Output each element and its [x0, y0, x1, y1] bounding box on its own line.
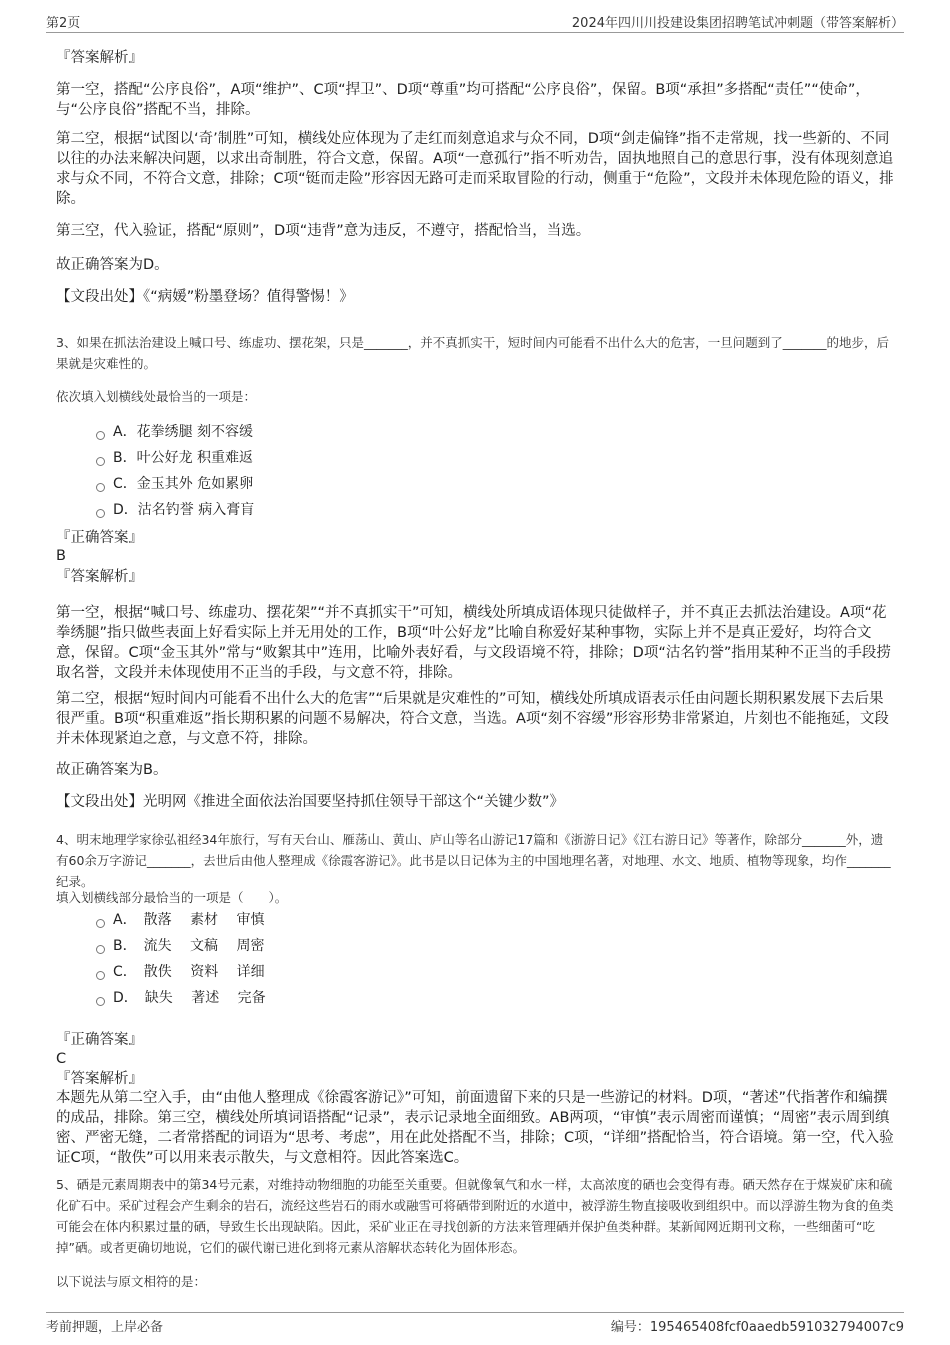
q4-option-c[interactable]: C． 散佚 资料 详细: [96, 959, 266, 985]
q3-source: 【文段出处】光明网《推进全面依法治国要坚持抓住领导干部这个“关键少数”》: [56, 794, 565, 810]
q4-options: [96, 907, 266, 1011]
q4-analysis-p1: 本题先从第二空入手，由“由他人整理成《徐霞客游记》”可知，前面遗留下来的只是一些游记的材料。D项，“著述”代指著作和编撰的成品，排除。第三空，横线处所填词语搭配“记录”，表示记录地全面细致。AB两项，“审慎”表示周密而谨慎；“周密”表示周到缜密、严密无缝，二者常搭配的词语为“思考、考虑”，用在此处搭配不当，排除；C项，“详细”搭配恰当，符合语境。第一空，代入验证C项，“散佚”可以用来表示散失，与文意相符。因此答案选C。: [56, 1090, 894, 1166]
q3-analysis-p2: 第二空，根据“短时间内可能看不出什么大的危害”“后果就是灾难性的”可知，横线处所填成语表示任由问题长期积累发展下去后果很严重。B项“积重难返”指长期积累的问题不易解决，符合文意，当选。A项“刻不容缓”形容形势非常紧迫，片刻也不能拖延，文段并未体现紧迫之意，与文意不符，排除。: [56, 691, 889, 747]
q3-answer-label: 『正确答案』: [56, 530, 143, 546]
q3-analysis-p1: 第一空，根据“喊口号、练虚功、摆花架”“并不真抓实干”可知，横线处所填成语体现只徒做样子，并不真正去抓法治建设。A项“花拳绣腿”指只做些表面上好看实际上并无用处的工作，B项“叶公好龙”比喻自称爱好某种事物，实际上并不是真正爱好，均符合文意，保留。C项“金玉其外”常与“败絮其中”连用，比喻外表好看，与文段语境不符，排除；D项“沽名钓誉”指用某种不正当的手段捞取名誉，文段并未体现使用不正当的手段，与文意不符，排除。: [56, 605, 891, 681]
q3-answer: B: [56, 548, 66, 564]
radio-icon[interactable]: [96, 509, 105, 518]
q5-prompt: 以下说法与原文相符的是：: [56, 1274, 207, 1289]
q4-prompt: 填入划横线部分最恰当的一项是（ ）。: [56, 890, 288, 905]
page-header: [46, 12, 904, 33]
document-title: 2024年四川川投建设集团招聘笔试冲刺题（带答案解析）: [571, 16, 904, 31]
q5-stem: 5、硒是元素周期表中的第34号元素，对维持动物细胞的功能至关重要。但就像氧气和水一样，太高浓度的硒也会变得有毒。硒天然存在于煤炭矿床和硫化矿石中。采矿过程会产生剩余的岩石，流经这些岩石的雨水或融雪可将硒带到附近的水道中，被浮游生物直接吸收到组织中。而以浮游生物为食的鱼类可能会在体内积累过量的硒，导致生长出现缺陷。因此，采矿业正在寻找创新的方法来管理硒并保护鱼类种群。某新闻网近期刊文称，一些细菌可“吃掉”硒。或者更确切地说，它们的碳代谢已进化到将元素从溶解状态转化为固体形态。: [56, 1177, 894, 1255]
radio-icon[interactable]: [96, 919, 105, 928]
q3-option-d[interactable]: D．沽名钓誉 病入膏肓: [96, 497, 254, 523]
q3-options: [96, 419, 254, 523]
footer-slogan: 考前押题，上岸必备: [46, 1320, 164, 1335]
q4-answer: C: [56, 1051, 67, 1067]
q3-option-b[interactable]: B．叶公好龙 积重难返: [96, 445, 254, 471]
q3-analysis-label: 『答案解析』: [56, 569, 143, 585]
q2-analysis-p3: 第三空，代入验证，搭配“原则”，D项“违背”意为违反，不遵守，搭配恰当，当选。: [56, 223, 591, 239]
document-id: 编号：195465408fcf0aaedb591032794007c9: [610, 1320, 904, 1335]
q3-prompt: 依次填入划横线处最恰当的一项是：: [56, 389, 257, 404]
radio-icon[interactable]: [96, 971, 105, 980]
q3-option-c[interactable]: C．金玉其外 危如累卵: [96, 471, 254, 497]
q4-option-a[interactable]: A． 散落 素材 审慎: [96, 907, 266, 933]
q4-stem: 4、明末地理学家徐弘祖经34年旅行，写有天台山、雁荡山、黄山、庐山等名山游记17篇和《浙游日记》《江右游日记》等著作，除部分_______外，遗有60余万字游记_______，去世后由他人整理成《徐霞客游记》。此书是以日记体为主的中国地理名著，对地理、水文、地质、植物等现象，均作_______纪录。: [56, 832, 891, 889]
q4-option-d[interactable]: D． 缺失 著述 完备: [96, 985, 266, 1011]
radio-icon[interactable]: [96, 945, 105, 954]
radio-icon[interactable]: [96, 431, 105, 440]
q3-option-a[interactable]: A．花拳绣腿 刻不容缓: [96, 419, 254, 445]
q4-option-b[interactable]: B． 流失 文稿 周密: [96, 933, 266, 959]
radio-icon[interactable]: [96, 997, 105, 1006]
radio-icon[interactable]: [96, 457, 105, 466]
radio-icon[interactable]: [96, 483, 105, 492]
page-footer: [46, 1312, 904, 1335]
q2-analysis-label: 『答案解析』: [56, 50, 143, 66]
q4-answer-label: 『正确答案』: [56, 1032, 143, 1048]
q2-analysis-p4: 故正确答案为D。: [56, 257, 169, 273]
q2-analysis-p1: 第一空，搭配“公序良俗”，A项“维护”、C项“捍卫”、D项“尊重”均可搭配“公序良俗”，保留。B项“承担”多搭配“责任”“使命”，与“公序良俗”搭配不当，排除。: [56, 82, 870, 118]
q2-analysis-p2: 第二空，根据“试图以‘奇’制胜”可知，横线处应体现为了走红而刻意追求与众不同，D项“剑走偏锋”指不走常规，找一些新的、不同以往的办法来解决问题，以求出奇制胜，符合文意，保留。A项“一意孤行”指不听劝告，固执地照自己的意思行事，没有体现刻意追求与众不同，不符合文意，排除；C项“铤而走险”形容因无路可走而采取冒险的行动，侧重于“危险”，文段并未体现危险的语义，排除。: [56, 131, 894, 207]
q3-stem: 3、如果在抓法治建设上喊口号、练虚功、摆花架，只是_______，并不真抓实干，短时间内可能看不出什么大的危害，一旦问题到了_______的地步，后果就是灾难性的。: [56, 335, 889, 371]
q2-source: 【文段出处】《“病媛”粉墨登场？值得警惕！》: [56, 289, 354, 305]
q4-analysis-label: 『答案解析』: [56, 1071, 143, 1087]
page-number: 第2页: [46, 16, 81, 31]
q3-analysis-p3: 故正确答案为B。: [56, 762, 168, 778]
